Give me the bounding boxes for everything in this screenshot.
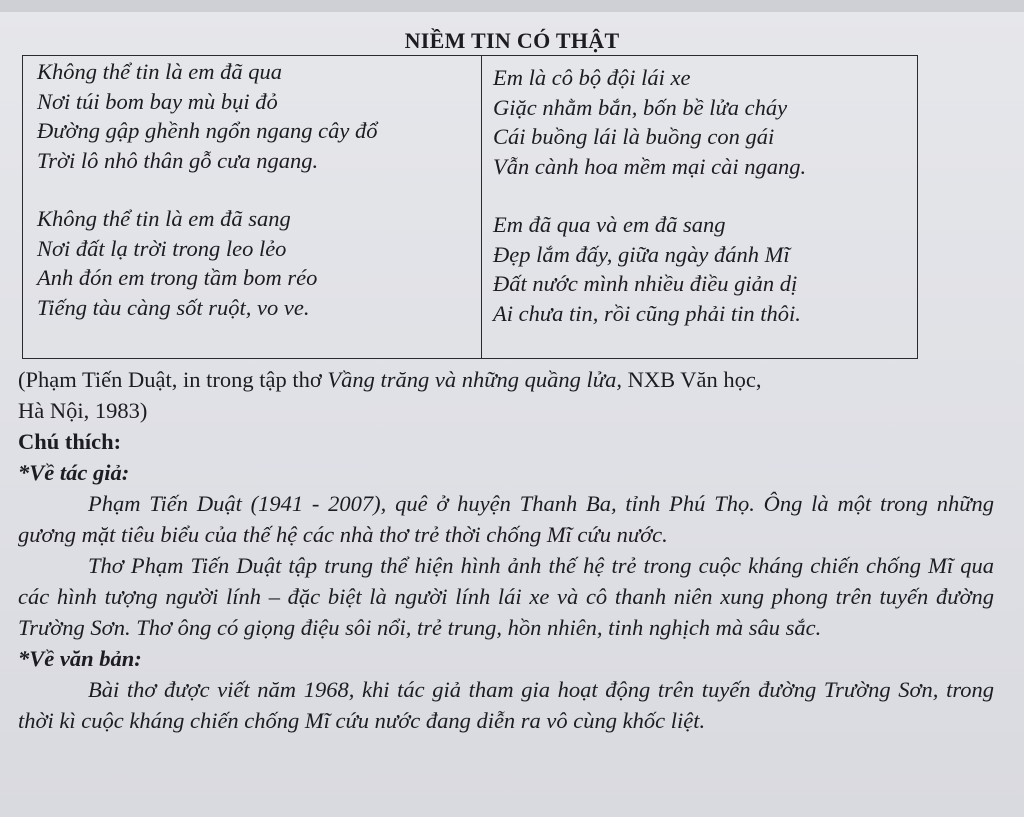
source-prefix: (Phạm Tiến Duật, in trong tập thơ	[18, 367, 328, 392]
poem-right-column	[493, 63, 913, 328]
poem-line: Đẹp lắm đấy, giữa ngày đánh Mĩ	[493, 241, 790, 267]
poem-title: NIỀM TIN CÓ THẬT	[404, 28, 620, 53]
poem-line: Trời lô nhô thân gỗ cưa ngang.	[37, 147, 319, 173]
source-publisher: NXB Văn học,	[621, 367, 762, 392]
poem-line: Em là cô bộ đội lái xe	[493, 65, 691, 90]
poem-line: Không thể tin là em đã qua	[37, 59, 282, 84]
body-text	[18, 364, 994, 736]
author-style-paragraph: Thơ Phạm Tiến Duật tập trung thể hiện hình ảnh thế hệ trẻ trong cuộc kháng chiến chống Mĩ qua các hình tượng người lính – đặc biệt là người lính lái xe và cô thanh niên xung phong trên tuyến đường Trường Sơn. Thơ ông có giọng điệu sôi nổi, trẻ trung, hồn nhiên, tinh nghịch mà sâu sắc.	[18, 553, 994, 640]
poem-stanza	[493, 210, 913, 328]
poem-stanza	[37, 204, 477, 322]
notes-heading: Chú thích:	[18, 429, 122, 454]
poem-line: Ai chưa tin, rồi cũng phải tin thôi.	[493, 300, 801, 326]
previous-page-edge	[0, 0, 1024, 12]
author-heading: *Về tác giả:	[18, 460, 130, 485]
poem-line: Tiếng tàu càng sốt ruột, vo ve.	[37, 294, 310, 320]
poem-line: Giặc nhằm bắn, bốn bề lửa cháy	[493, 94, 788, 120]
text-paragraph: Bài thơ được viết năm 1968, khi tác giả tham gia hoạt động trên tuyến đường Trường Sơn, trong thời kì cuộc kháng chiến chống Mĩ cứu nước đang diễn ra vô cùng khốc liệt.	[18, 677, 994, 733]
poem-line: Nơi túi bom bay mù bụi đỏ	[37, 88, 278, 114]
poem-stanza	[493, 63, 913, 181]
poem-left-column	[37, 57, 477, 322]
column-divider	[481, 56, 482, 358]
source-citation	[18, 364, 994, 395]
poem-line: Đất nước mình nhiều điều giản dị	[493, 271, 798, 296]
poem-line: Đường gập ghềnh ngổn ngang cây đổ	[37, 118, 378, 143]
author-paragraph: Phạm Tiến Duật (1941 - 2007), quê ở huyện Thanh Ba, tỉnh Phú Thọ. Ông là một trong những gương mặt tiêu biểu của thế hệ các nhà thơ trẻ thời chống Mĩ cứu nước.	[18, 491, 994, 547]
poem-line: Vẫn cành hoa mềm mại cài ngang.	[493, 153, 807, 179]
poem-line: Em đã qua và em đã sang	[493, 212, 726, 237]
poem-line: Nơi đất lạ trời trong leo lẻo	[37, 235, 287, 261]
source-book-title: Vầng trăng và những quầng lửa,	[327, 367, 622, 392]
text-heading: *Về văn bản:	[18, 646, 142, 671]
poem-line: Anh đón em trong tầm bom réo	[37, 265, 318, 290]
source-place-year: Hà Nội, 1983)	[18, 398, 148, 423]
poem-line: Cái buồng lái là buồng con gái	[493, 124, 775, 149]
poem-stanza	[37, 57, 477, 175]
poem-line: Không thể tin là em đã sang	[37, 206, 291, 231]
poem-table	[22, 55, 918, 359]
